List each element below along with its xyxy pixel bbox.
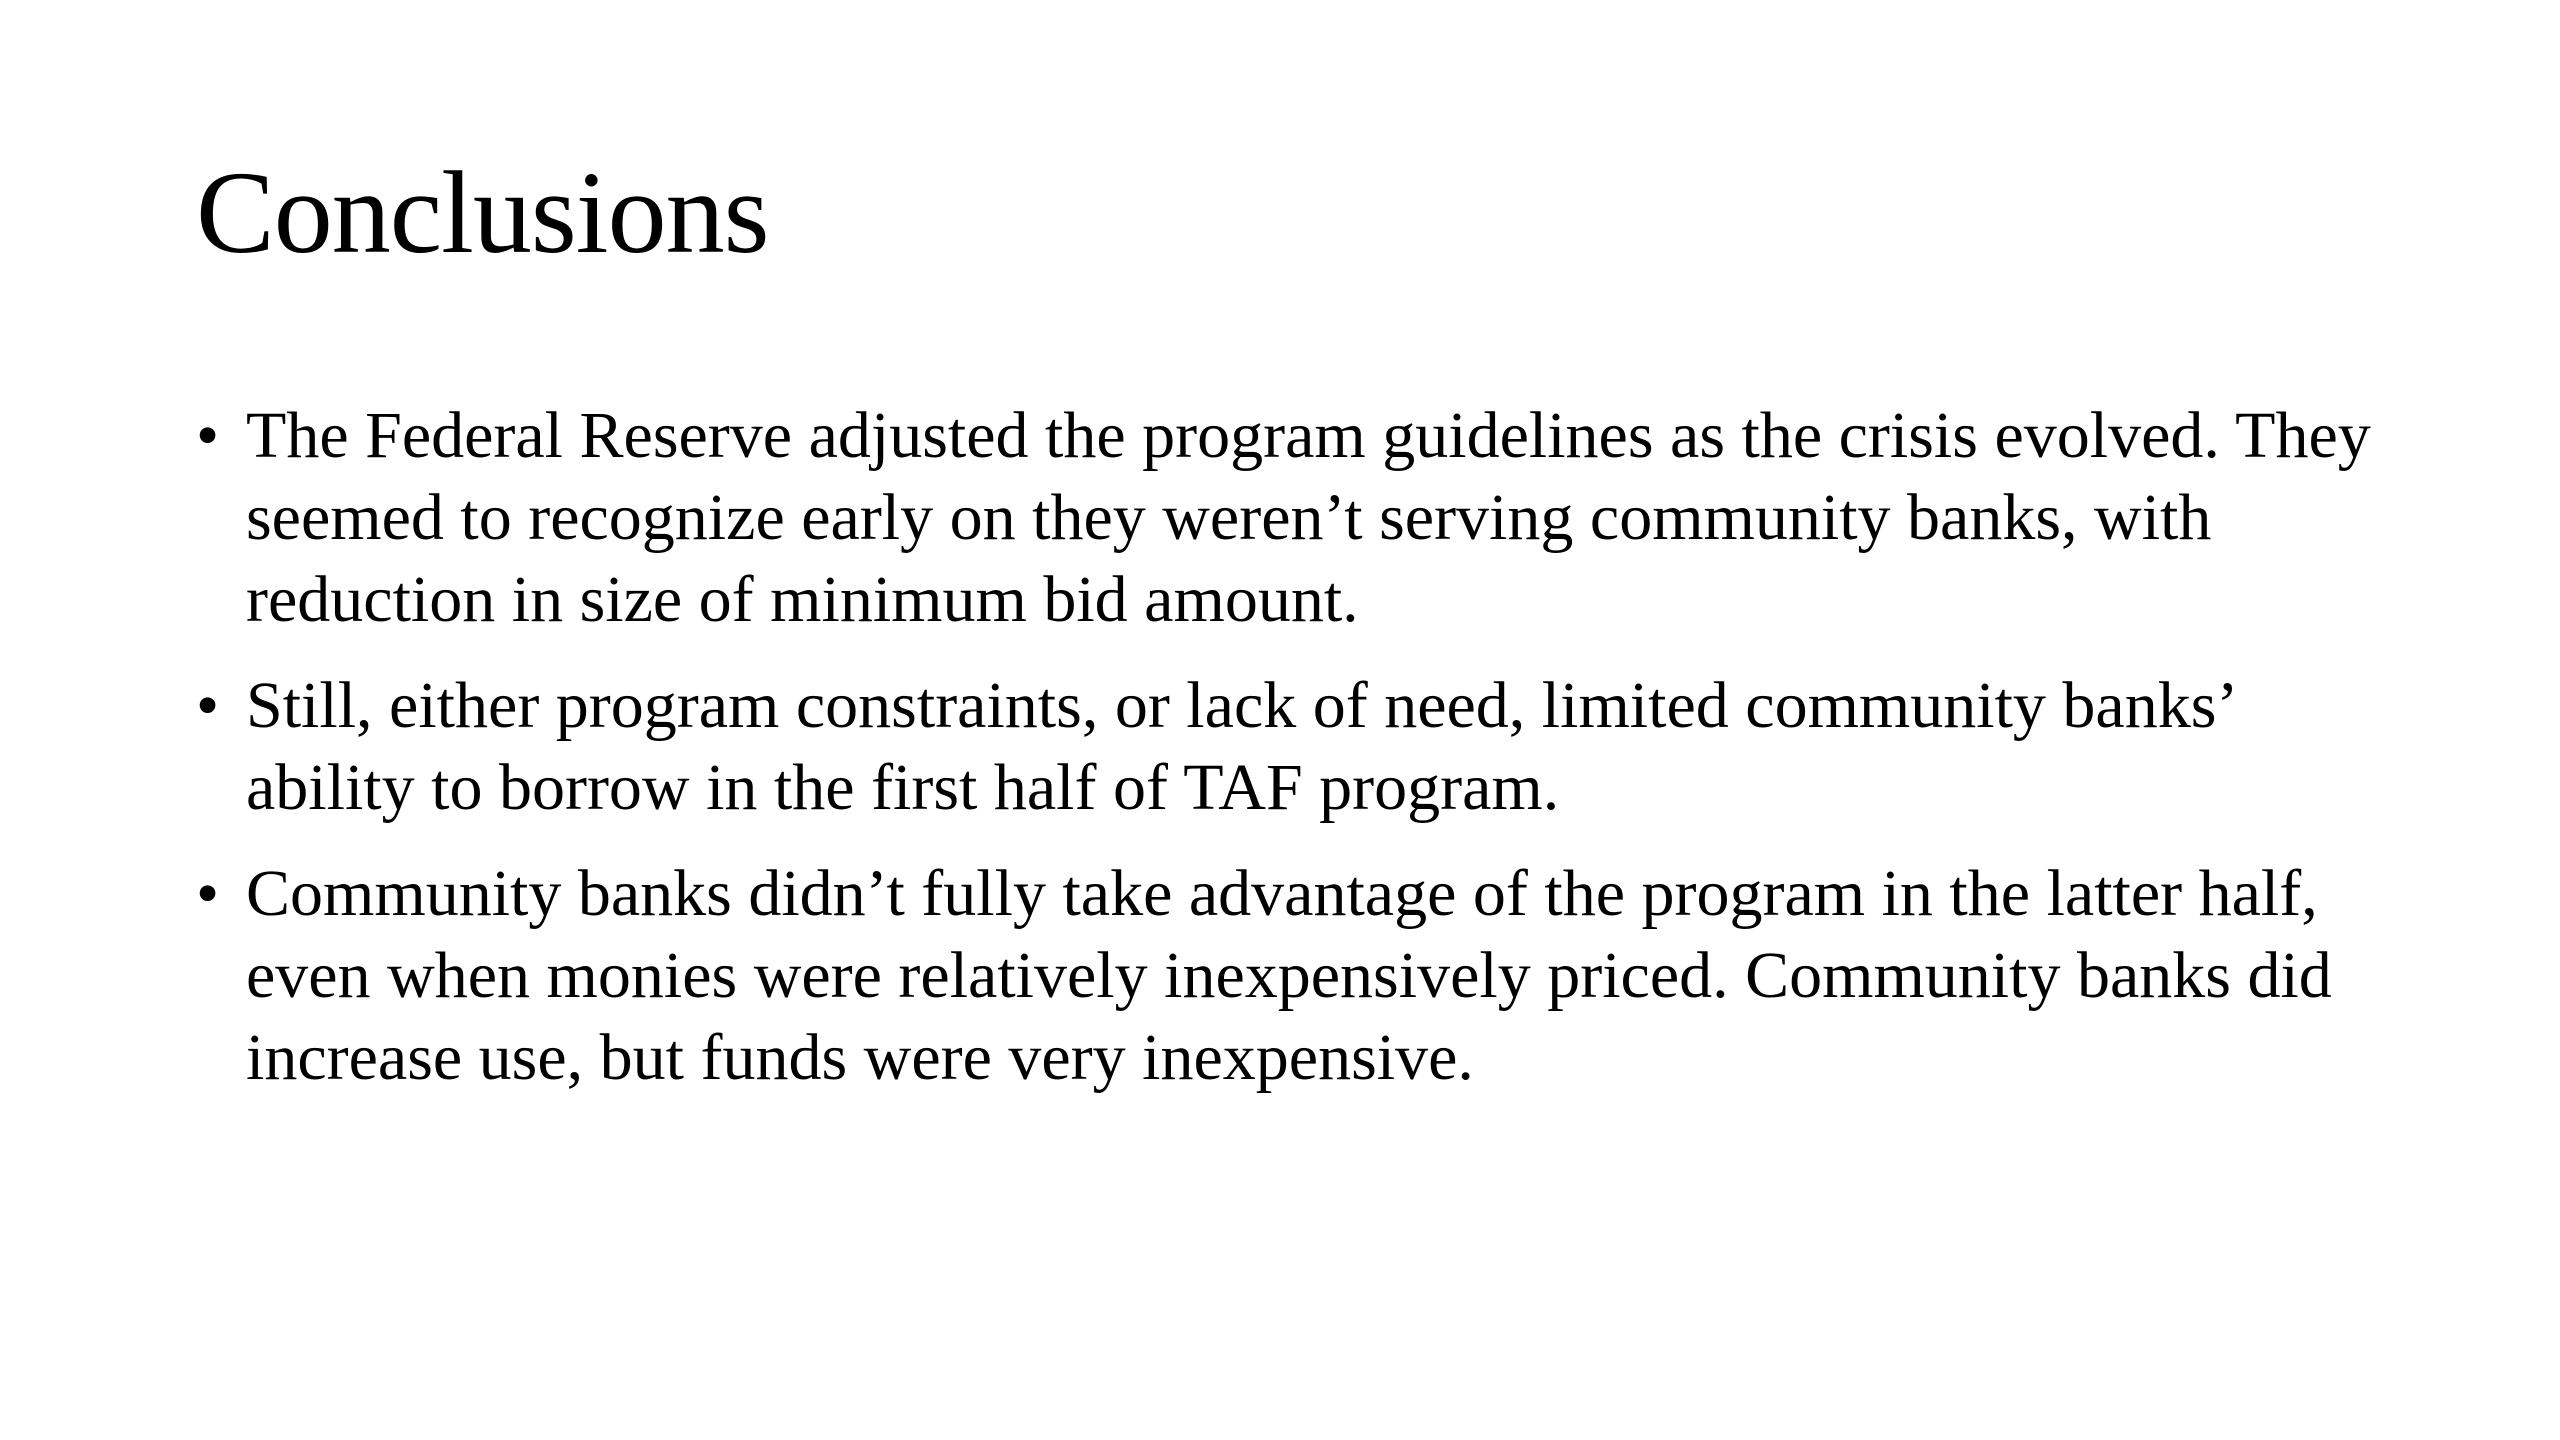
bullet-item <box>196 853 2416 1099</box>
bullet-list <box>196 395 2416 1123</box>
bullet-marker: • <box>196 669 220 742</box>
bullet-item <box>196 665 2416 829</box>
bullet-text: Community banks didn’t fully take advantage of the program in the latter half, even when monies were relatively inexpensively priced. Community banks did increase use, but funds were very inexpensive. <box>246 857 2332 1094</box>
slide-title: Conclusions <box>196 147 769 278</box>
bullet-text: The Federal Reserve adjusted the program guidelines as the crisis evolved. They seemed to recognize early on they weren’t serving community banks, with reduction in size of minimum bid amount. <box>246 399 2371 636</box>
bullet-marker: • <box>196 857 220 930</box>
bullet-marker: • <box>196 399 220 472</box>
bullet-text: Still, either program constraints, or lack of need, limited community banks’ ability to borrow in the first half of TAF program. <box>246 669 2234 824</box>
bullet-item <box>196 395 2416 641</box>
